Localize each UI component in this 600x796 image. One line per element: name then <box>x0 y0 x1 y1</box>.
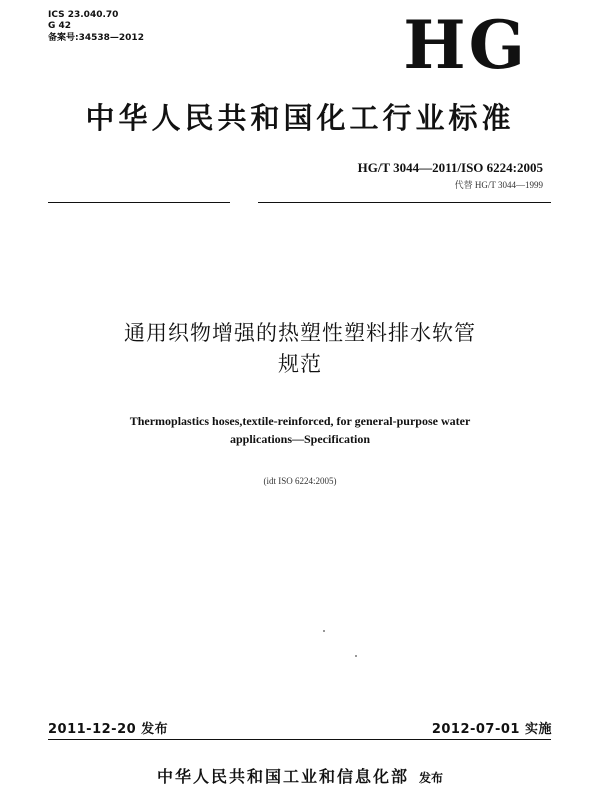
record-number: 备案号:34538—2012 <box>48 33 144 43</box>
replaces-standard: 代替 HG/T 3044—1999 <box>454 180 543 190</box>
scan-speck <box>323 630 325 632</box>
document-title-cn <box>0 318 600 380</box>
implementation-date: 2012-07-01 实施 <box>431 722 552 737</box>
idt-reference: (idt ISO 6224:2005) <box>263 476 337 486</box>
hg-logo: HG <box>403 6 528 84</box>
ics-code: ICS 23.040.70 <box>48 10 119 20</box>
publisher <box>0 764 600 787</box>
footer-divider <box>48 739 551 740</box>
industry-standard-title: 中华人民共和国化工行业标准 <box>85 101 515 135</box>
header-divider-left <box>48 202 230 203</box>
classification-code: G 42 <box>48 21 72 31</box>
header-divider-right <box>258 202 551 203</box>
title-en-line2: applications—Specification <box>229 432 370 446</box>
standard-number: HG/T 3044—2011/ISO 6224:2005 <box>357 160 543 175</box>
document-title-en <box>0 412 600 448</box>
title-cn-line1: 通用织物增强的热塑性塑料排水软管 <box>124 321 476 345</box>
publisher-name: 中华人民共和国工业和信息化部 <box>156 767 409 786</box>
issue-date: 2011-12-20 发布 <box>48 722 169 737</box>
title-cn-line2: 规范 <box>278 352 322 376</box>
title-en-line1: Thermoplastics hoses,textile-reinforced, for general-purpose water <box>129 414 471 428</box>
publisher-label: 发布 <box>419 771 444 785</box>
scan-speck <box>355 655 357 657</box>
